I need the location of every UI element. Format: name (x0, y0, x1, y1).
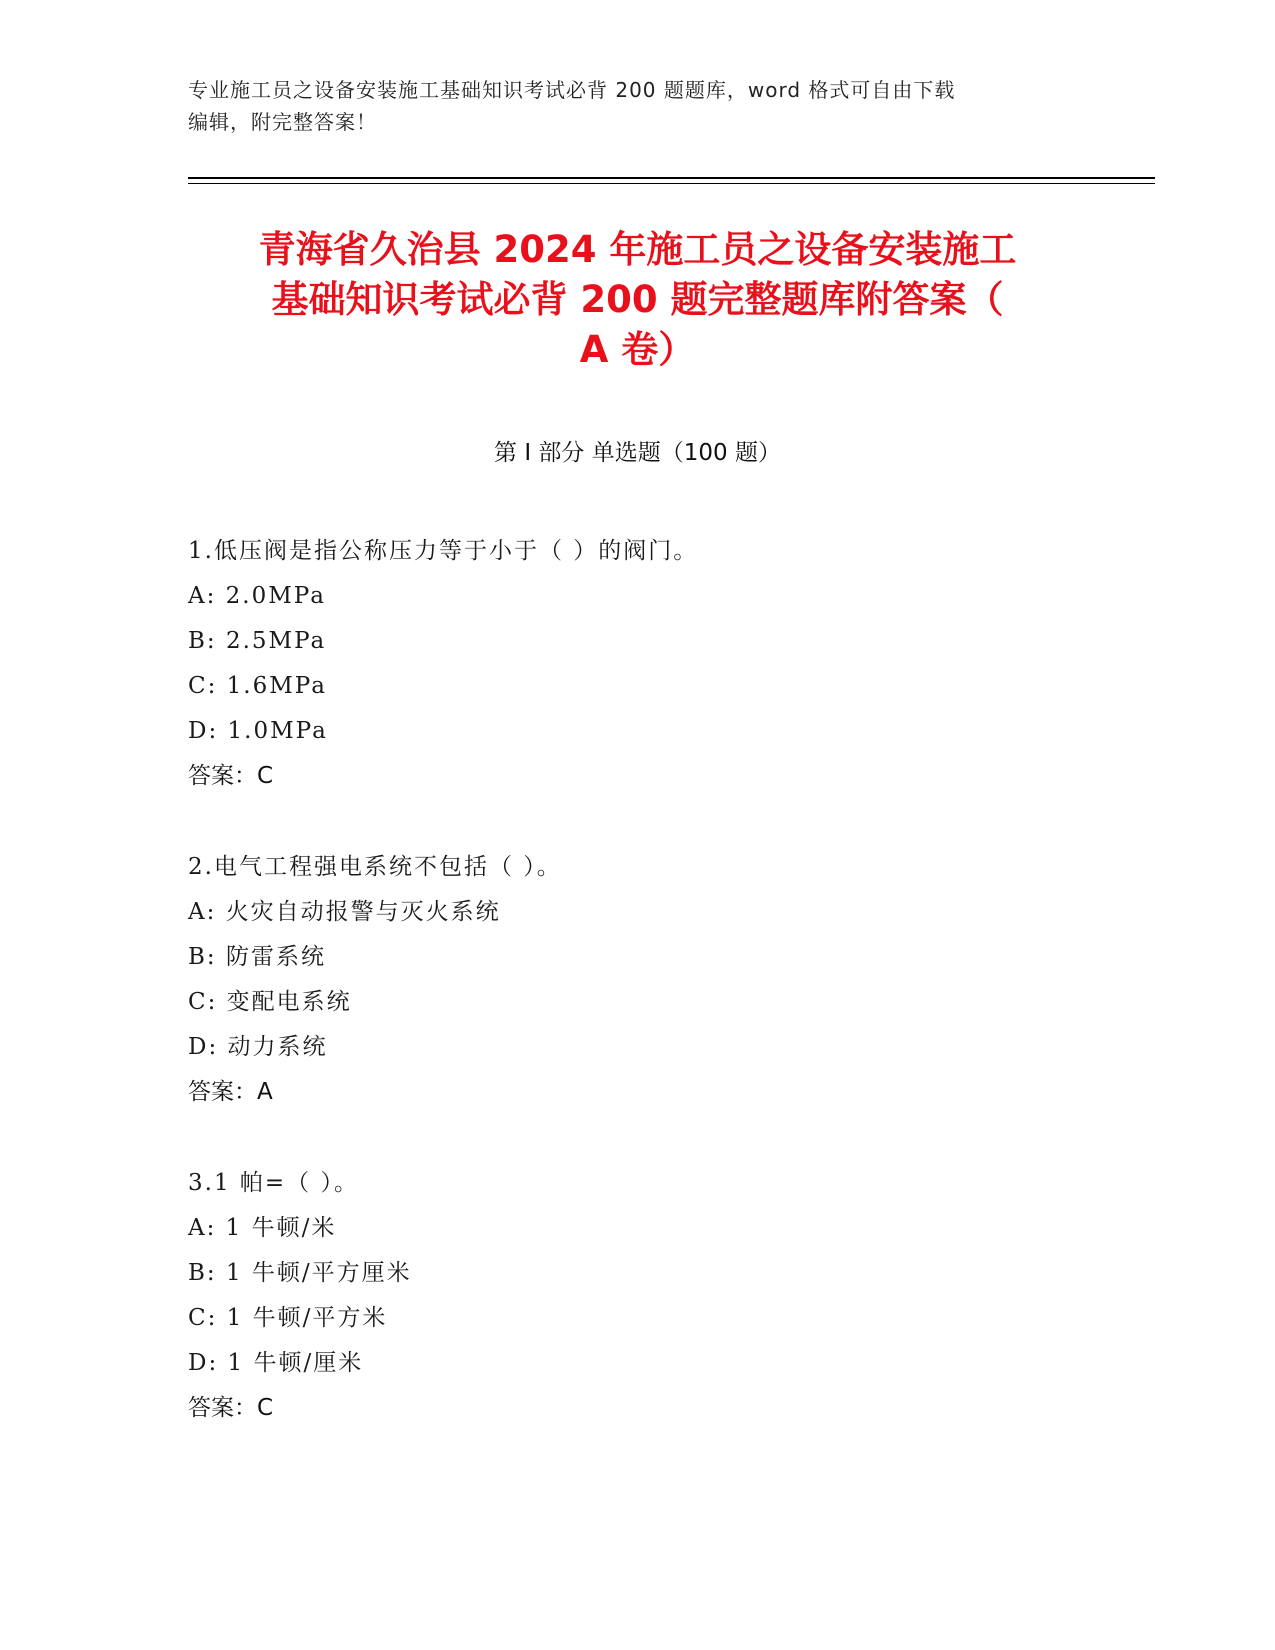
title-line-1: 青海省久治县 2024 年施工员之设备安装施工 (258, 228, 1017, 271)
option-c: C: 1.6MPa (188, 673, 327, 699)
header-note-line-2: 编辑，附完整答案！ (188, 110, 377, 134)
option-b: B: 1 牛顿/平方厘米 (188, 1260, 412, 1286)
question-3 (188, 1161, 1148, 1431)
document-title (150, 225, 1125, 375)
question-text: 2.电气工程强电系统不包括（ ）。 (188, 854, 562, 880)
question-2 (188, 845, 1148, 1115)
question-list (188, 529, 1148, 1477)
option-d: D: 1.0MPa (188, 718, 328, 744)
option-c: C: 变配电系统 (188, 989, 352, 1015)
answer: 答案：C (188, 1395, 274, 1421)
section-title: 第 I 部分 单选题（100 题） (494, 440, 781, 466)
question-text: 3.1 帕=（ ）。 (188, 1170, 359, 1196)
option-d: D: 1 牛顿/厘米 (188, 1350, 364, 1376)
option-c: C: 1 牛顿/平方米 (188, 1305, 388, 1331)
answer: 答案：C (188, 763, 274, 789)
option-b: B: 2.5MPa (188, 628, 327, 654)
option-b: B: 防雷系统 (188, 944, 326, 970)
title-line-3: A 卷） (579, 328, 696, 371)
title-line-2: 基础知识考试必背 200 题完整题库附答案（ (271, 278, 1004, 321)
header-divider-thin (188, 183, 1155, 184)
option-a: A: 火灾自动报警与灭火系统 (188, 899, 501, 925)
question-text: 1.低压阀是指公称压力等于小于（ ）的阀门。 (188, 538, 699, 564)
option-a: A: 1 牛顿/米 (188, 1215, 337, 1241)
header-note (188, 74, 1088, 138)
option-a: A: 2.0MPa (188, 583, 326, 609)
header-divider-thick (188, 177, 1155, 179)
option-d: D: 动力系统 (188, 1034, 328, 1060)
answer: 答案：A (188, 1079, 273, 1105)
question-1 (188, 529, 1148, 799)
header-note-line-1: 专业施工员之设备安装施工基础知识考试必背 200 题题库，word 格式可自由下载 (188, 78, 956, 102)
